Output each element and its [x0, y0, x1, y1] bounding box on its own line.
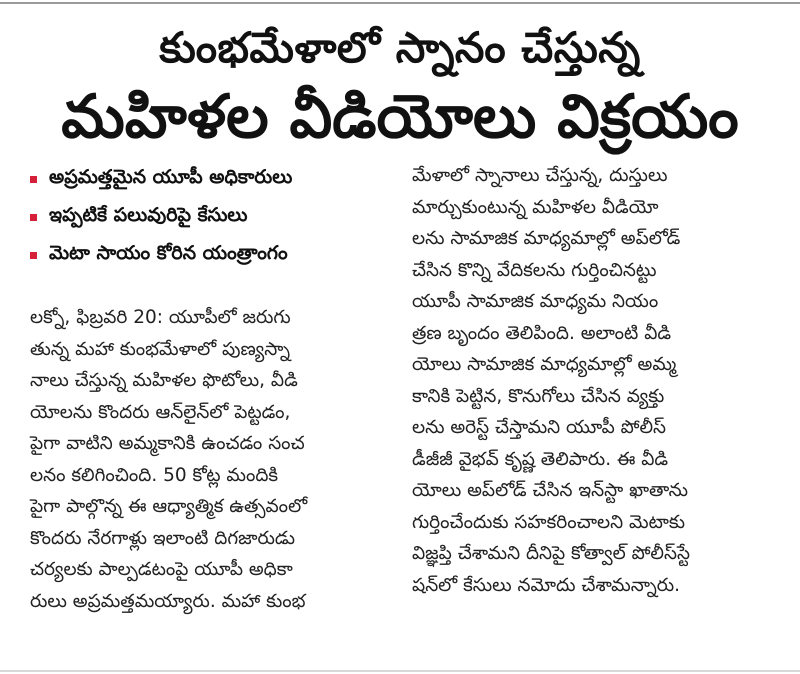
bullet-text: ఇప్పటికే పలువురిపై కేసులు: [49, 203, 248, 226]
text-line: లను సామాజిక మాధ్యమాల్లో అప్‌లోడ్: [412, 228, 681, 249]
bullet-item: [30, 198, 402, 236]
headline-line-2: మహిళల వీడియోలు విక్రయం: [61, 82, 739, 152]
text-line: తున్న మహా కుంభమేళాలో పుణ్యస్నా: [30, 338, 291, 360]
left-column: [30, 160, 402, 617]
text-line: మార్చుకుంటున్న మహిళల వీడియో: [412, 196, 659, 218]
article-body-left: [30, 302, 402, 617]
text-line: యోలు సామాజిక మాధ్యమాల్లో అమ్మ: [412, 354, 677, 375]
text-line: పైగా వాటిని అమ్మకానికి ఉంచడం సంచ: [30, 433, 305, 454]
text-line: నాలు చేస్తున్న మహిళల ఫొటోలు, వీడి: [30, 370, 298, 391]
text-line: గుర్తించేందుకు సహకరించాలని మెటాకు: [412, 511, 685, 533]
text-line: యూపీ సామాజిక మాధ్యమ నియం: [412, 291, 659, 312]
text-line: యోలు అప్‌లోడ్ చేసిన ఇన్‌స్టా ఖాతాను: [412, 480, 689, 501]
text-line: డీజీజీ వైభవ్ కృష్ణ తెలిపారు. ఈ వీడి: [412, 448, 669, 470]
text-line: షన్‌లో కేసులు నమోదు చేశామన్నారు.: [412, 574, 681, 596]
bullet-item: [30, 160, 402, 198]
text-line: విజ్ఞప్తి చేశామని దీనిపై కోత్వాల్ పోలీస్‌స్టే: [412, 543, 690, 564]
bullet-text: మెటా సాయం కోరిన యంత్రాంగం: [49, 241, 288, 264]
headline-line-1: కుంభమేళాలో స్నానం చేస్తున్న: [159, 23, 641, 72]
text-line: రులు అప్రమత్తమయ్యారు. మహా కుంభ: [30, 590, 306, 612]
article-body-right: [412, 160, 784, 601]
bullet-square-icon: [30, 176, 37, 183]
text-line: లను అరెస్ట్ చేస్తామని యూపీ పోలీస్: [412, 417, 667, 438]
bullet-text: అప్రమత్తమైన యూపీ అధికారులు: [49, 165, 293, 188]
text-line: మేళాలో స్నానాలు చేస్తున్న, దుస్తులు: [412, 165, 668, 186]
text-line: పైగా పాల్గొన్న ఈ ఆధ్యాత్మిక ఉత్సవంలో: [30, 496, 308, 517]
bottom-rule: [0, 670, 800, 672]
text-line: యోలను కొందరు ఆన్‌లైన్‌లో పెట్టడం,: [30, 401, 291, 423]
text-line: కానికి పెట్టిన, కొనుగోలు చేసిన వ్యక్తు: [412, 385, 665, 407]
bullet-item: [30, 236, 402, 274]
text-line: లనం కలిగించింది. 50 కోట్ల మందికి: [30, 464, 279, 486]
text-line: కొందరు నేరగాళ్లు ఇలాంటి దిగజారుడు: [30, 527, 295, 549]
bullet-square-icon: [30, 214, 37, 221]
top-rule: [0, 2, 800, 4]
text-line: లక్నో, ఫిబ్రవరి 20: యూపీలో జరుగు: [30, 307, 291, 328]
bullet-square-icon: [30, 252, 37, 259]
text-line: త్రణ బృందం తెలిపింది. అలాంటి వీడి: [412, 322, 672, 344]
text-line: చేసిన కొన్ని వేదికలను గుర్తించినట్టు: [412, 259, 657, 281]
text-line: చర్యలకు పాల్పడటంపై యూపీ అధికా: [30, 559, 293, 580]
